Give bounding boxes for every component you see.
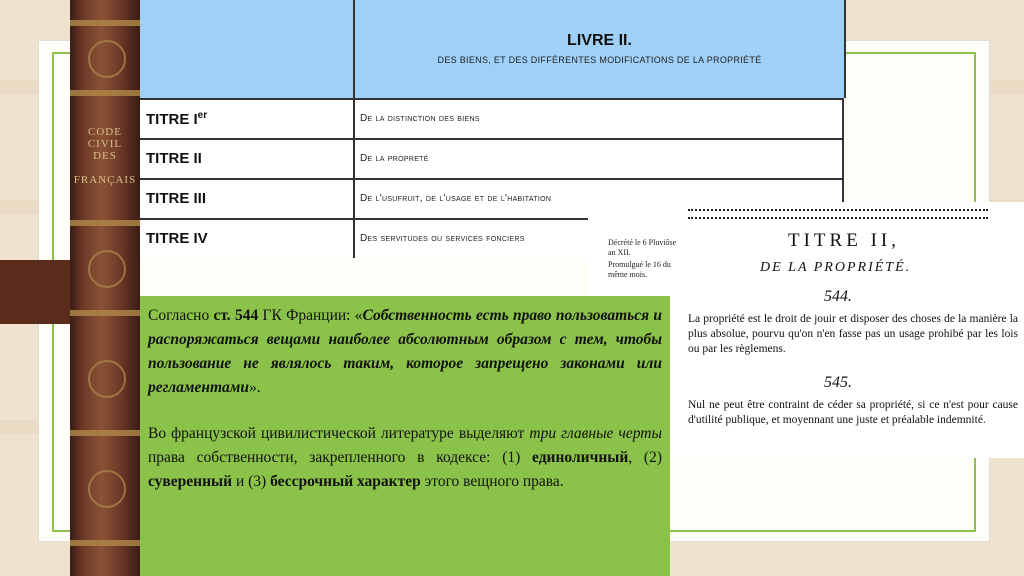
livre-subtitle: DES BIENS, ET DES DIFFÉRENTES MODIFICATIONS DE LA PROPRIÉTÉ — [437, 55, 762, 65]
scan-titre: TITRE II, — [788, 230, 900, 251]
ornament-icon — [88, 470, 126, 508]
ornamental-rule — [688, 209, 988, 219]
book-spine-image — [70, 0, 140, 576]
titre-label: TITRE IV — [146, 230, 208, 247]
titre-description: De la distinction des biens — [360, 113, 480, 124]
summary-paragraph-1: Согласно ст. 544 ГК Франции: «Собственность есть право пользоваться и распоряжаться вещами наиболее абсолютным образом с тем, чтобы пользование не являлось таким, которое запрещено законами или регламентами». — [148, 307, 662, 396]
ornament-icon — [88, 360, 126, 398]
spine-title-3: FRANÇAIS — [73, 174, 137, 186]
table-row — [140, 138, 844, 178]
table-header — [140, 0, 844, 98]
margin-note: Décrété le 6 Pluviôse — [608, 238, 677, 247]
book-cover-edge — [0, 260, 80, 324]
margin-note: même mois. — [608, 270, 648, 279]
article-text: Nul ne peut être contraint de céder sa propriété, si ce n'est pour cause d'utilité publique, et moyennant une juste et préalable indemnité. — [688, 399, 1018, 426]
article-number: 544. — [824, 288, 852, 305]
titre-label: TITRE I — [146, 111, 198, 128]
titre-label: TITRE III — [146, 190, 206, 207]
article-number: 545. — [824, 374, 852, 391]
titre-description: De la propreté — [360, 153, 429, 164]
titre-description: Des servitudes ou services fonciers — [360, 233, 525, 244]
ornament-icon — [88, 250, 126, 288]
ornament-icon — [88, 40, 126, 78]
titre-label: TITRE II — [146, 150, 202, 167]
table-row — [140, 98, 844, 138]
margin-note: Promulgué le 16 du — [608, 260, 671, 269]
article-text: La propriété est le droit de jouir et disposer des choses de la manière la plus absolue, pourvu qu'on n'en fasse pas un usage prohibé par les lois ou par les règlemens. — [688, 313, 1018, 355]
margin-note: an XII. — [608, 248, 631, 257]
titre-superscript: er — [197, 110, 208, 121]
summary-paragraph-2: Во французской цивилистической литературе выделяют три главные черты права собственности, закрепленного в кодексе: (1) единоличный, (2) суверенный и (3) бессрочный характер этого вещного права. — [148, 425, 663, 490]
summary-box — [140, 296, 670, 576]
livre-title: LIVRE II. — [567, 32, 632, 49]
scan-subtitle: DE LA PROPRIÉTÉ. — [760, 260, 912, 275]
spine-title-1: CODE CIVIL — [87, 126, 123, 150]
titre-description: De l'usufruit, de l'usage et de l'habitation — [360, 193, 552, 204]
spine-title-2: DES — [93, 150, 117, 162]
